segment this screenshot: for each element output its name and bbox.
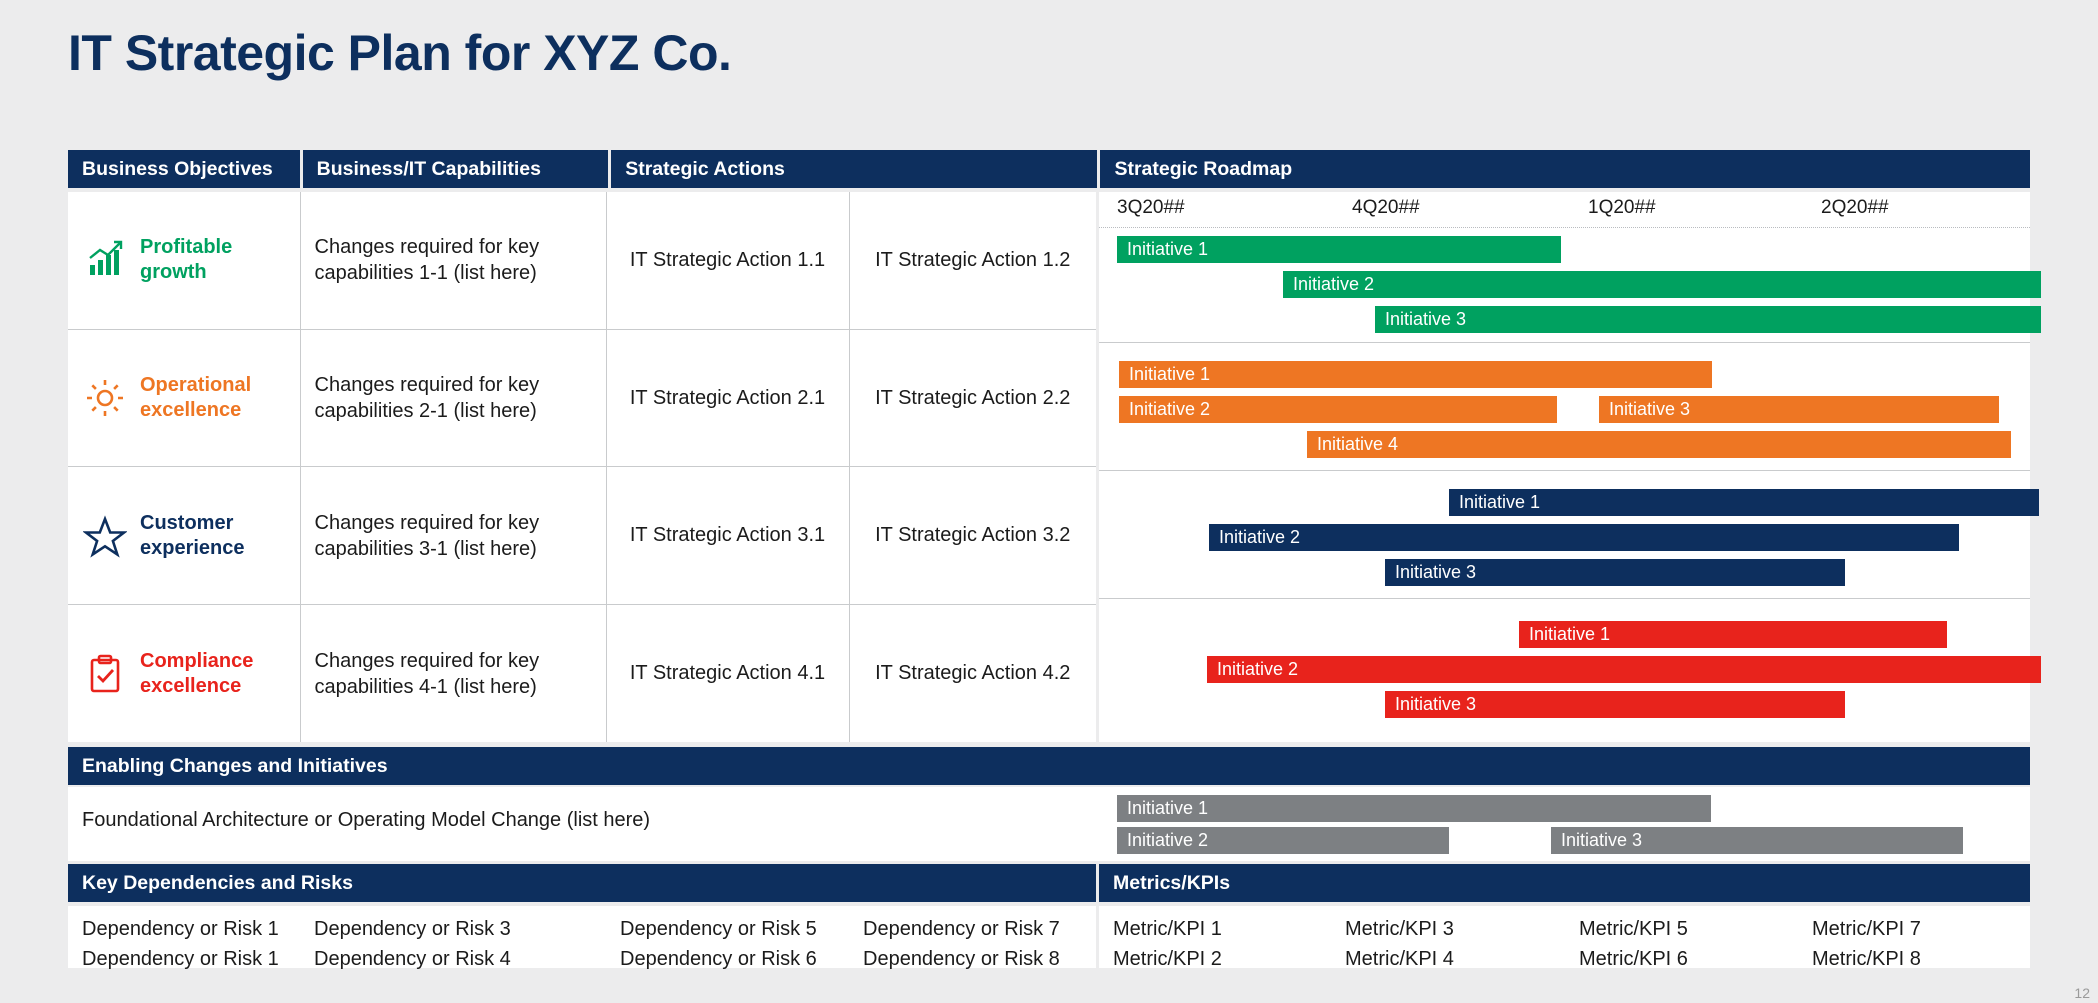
- capability-cell: [300, 467, 606, 605]
- capability-cell: [300, 605, 606, 742]
- gear-icon: [82, 375, 128, 421]
- dependency-item: Dependency or Risk 1: [82, 918, 279, 940]
- quarter-label: 2Q20##: [1821, 197, 1889, 218]
- gantt-bar[interactable]: Initiative 3: [1375, 306, 2041, 333]
- objective-cell-compliance: [68, 605, 300, 742]
- enabling-bars: [1099, 787, 2030, 861]
- quarter-axis: [1099, 192, 2030, 228]
- objective-label: Operational excellence: [140, 374, 252, 421]
- dependencies-panel: [68, 906, 1096, 968]
- action-text: IT Strategic Action 2.2: [875, 386, 1071, 409]
- gantt-bar[interactable]: Initiative 1: [1449, 489, 2039, 516]
- metrics-column-2: [1331, 914, 1565, 968]
- header-business-objectives: Business Objectives: [68, 150, 300, 188]
- gantt-bar[interactable]: Initiative 3: [1385, 559, 1845, 586]
- header-strategic-actions: Strategic Actions: [611, 150, 1097, 188]
- action-text: IT Strategic Action 4.2: [875, 662, 1071, 685]
- header-enabling-changes: Enabling Changes and Initiatives: [68, 747, 2030, 785]
- quarter-label: 4Q20##: [1352, 197, 1420, 218]
- capability-cell: [300, 329, 606, 467]
- metrics-column-1: [1099, 914, 1331, 968]
- action-cell-2: [849, 467, 1096, 605]
- objective-cell-operational: [68, 329, 300, 467]
- metric-item: Metric/KPI 4: [1345, 948, 1454, 970]
- metric-item: Metric/KPI 2: [1113, 948, 1222, 970]
- metric-item: Metric/KPI 3: [1345, 918, 1454, 940]
- header-strategic-roadmap: Strategic Roadmap: [1100, 150, 2030, 188]
- gantt-bar[interactable]: Initiative 1: [1117, 236, 1561, 263]
- gantt-bar[interactable]: Initiative 3: [1599, 396, 1999, 423]
- capability-text: Changes required for key capabilities 4-1 (list here): [314, 649, 540, 698]
- gantt-bar[interactable]: Initiative 3: [1385, 691, 1845, 718]
- capability-text: Changes required for key capabilities 3-1 (list here): [314, 511, 540, 560]
- gantt-bar[interactable]: Initiative 4: [1307, 431, 2011, 458]
- metric-item: Metric/KPI 8: [1812, 948, 1921, 970]
- objective-label: Compliance excellence: [140, 649, 254, 697]
- action-text: IT Strategic Action 1.2: [875, 248, 1071, 271]
- action-cell-1: [606, 329, 849, 467]
- enabling-changes-panel: [68, 787, 2030, 861]
- action-text: IT Strategic Action 4.1: [629, 662, 826, 685]
- capability-text: Changes required for key capabilities 2-1 (list here): [314, 374, 540, 422]
- action-cell-1: [606, 605, 849, 742]
- gantt-bar[interactable]: Initiative 2: [1119, 396, 1557, 423]
- gantt-bar[interactable]: Initiative 2: [1209, 524, 1959, 551]
- objective-label: Profitable growth: [140, 236, 233, 284]
- action-cell-2: [849, 605, 1096, 742]
- quarter-label: 3Q20##: [1117, 197, 1185, 218]
- roadmap-panel: [1099, 192, 2030, 742]
- dependency-item: Dependency or Risk 4: [314, 948, 511, 970]
- roadmap-group-customer: [1099, 471, 2030, 599]
- metric-item: Metric/KPI 5: [1579, 918, 1688, 940]
- roadmap-group-operational: [1099, 343, 2030, 471]
- bottom-header-row: [68, 864, 2030, 902]
- metric-item: Metric/KPI 6: [1579, 948, 1688, 970]
- capability-text: Changes required for key capabilities 1-1 (list here): [314, 236, 540, 285]
- objective-cell-growth: [68, 192, 300, 329]
- gantt-bar[interactable]: Initiative 3: [1551, 827, 1963, 854]
- dependency-item: Dependency or Risk 3: [314, 918, 511, 940]
- quarter-label: 1Q20##: [1588, 197, 1656, 218]
- gantt-bar[interactable]: Initiative 1: [1119, 361, 1712, 388]
- header-dependencies: Key Dependencies and Risks: [68, 864, 1096, 902]
- dependency-item: Dependency or Risk 6: [620, 948, 817, 970]
- dependency-item: Dependency or Risk 8: [863, 948, 1060, 970]
- table-row: [68, 605, 1096, 742]
- action-text: IT Strategic Action 1.1: [629, 248, 826, 271]
- action-text: IT Strategic Action 2.1: [629, 386, 826, 409]
- capability-cell: [300, 192, 606, 329]
- metric-item: Metric/KPI 1: [1113, 918, 1222, 940]
- objective-label: Customer experience: [140, 511, 245, 559]
- header-metrics: Metrics/KPIs: [1099, 864, 2030, 902]
- table-row: [68, 329, 1096, 467]
- dependency-item: Dependency or Risk 1: [82, 948, 279, 970]
- gantt-bar[interactable]: Initiative 2: [1117, 827, 1449, 854]
- table-row: [68, 192, 1096, 329]
- table-header-row: [68, 150, 2030, 188]
- action-cell-2: [849, 192, 1096, 329]
- table-row: [68, 467, 1096, 605]
- action-text: IT Strategic Action 3.1: [629, 524, 826, 547]
- star-icon: [82, 513, 128, 559]
- page-title: IT Strategic Plan for XYZ Co.: [68, 25, 732, 81]
- gantt-bar[interactable]: Initiative 2: [1207, 656, 2041, 683]
- gantt-bar[interactable]: Initiative 2: [1283, 271, 2041, 298]
- objective-cell-customer: [68, 467, 300, 605]
- roadmap-group-growth: [1099, 228, 2030, 343]
- dependency-item: Dependency or Risk 5: [620, 918, 817, 940]
- action-cell-1: [606, 192, 849, 329]
- metrics-column-3: [1565, 914, 1798, 968]
- dependency-item: Dependency or Risk 7: [863, 918, 1060, 940]
- dependencies-column-4: [849, 914, 1096, 968]
- metric-item: Metric/KPI 7: [1812, 918, 1921, 940]
- dependencies-column-1: [68, 914, 300, 968]
- roadmap-group-compliance: [1099, 599, 2030, 729]
- dependencies-column-3: [606, 914, 849, 968]
- page-number: 12: [2074, 985, 2090, 1001]
- gantt-bar[interactable]: Initiative 1: [1117, 795, 1711, 822]
- enabling-changes-text: Foundational Architecture or Operating Model Change (list here): [82, 809, 651, 831]
- action-text: IT Strategic Action 3.2: [875, 524, 1071, 547]
- growth-chart-icon: [82, 237, 128, 283]
- objectives-table: [68, 192, 1096, 742]
- header-capabilities: Business/IT Capabilities: [303, 150, 609, 188]
- gantt-bar[interactable]: Initiative 1: [1519, 621, 1947, 648]
- action-cell-2: [849, 329, 1096, 467]
- clipboard-check-icon: [82, 651, 128, 697]
- metrics-column-4: [1798, 914, 2030, 968]
- dependencies-column-2: [300, 914, 606, 968]
- action-cell-1: [606, 467, 849, 605]
- metrics-panel: [1099, 906, 2030, 968]
